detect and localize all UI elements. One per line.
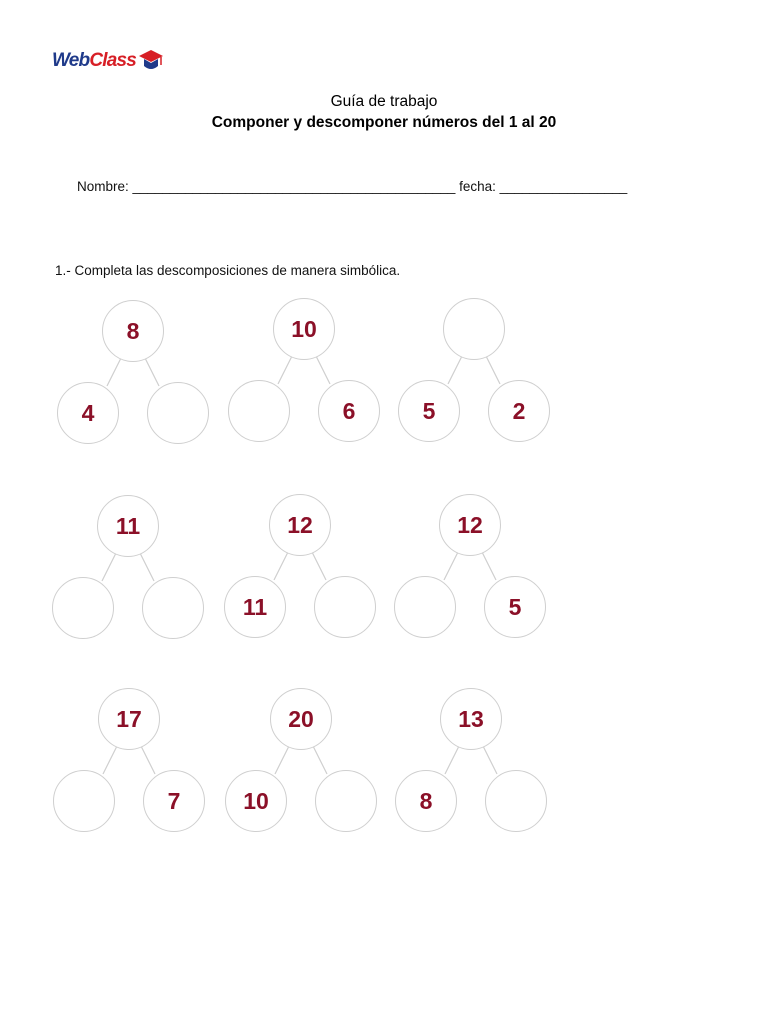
logo-class-text: Class [89, 50, 137, 71]
number-tree [226, 298, 406, 448]
part-left-circle[interactable]: 5 [398, 380, 460, 442]
webclass-logo [52, 50, 172, 78]
number-tree [392, 494, 572, 644]
part-left-circle[interactable] [228, 380, 290, 442]
number-tree [223, 688, 403, 838]
instruction-text: 1.- Completa las descomposiciones de manera simbólica. [55, 263, 401, 278]
name-date-line: Nombre: ___________________________________________ fecha: _________________ [77, 179, 628, 194]
part-left-circle[interactable]: 10 [225, 770, 287, 832]
part-left-circle[interactable]: 11 [224, 576, 286, 638]
number-tree [393, 688, 573, 838]
whole-number-circle[interactable]: 13 [440, 688, 502, 750]
part-right-circle[interactable] [142, 577, 204, 639]
whole-number-circle[interactable]: 8 [102, 300, 164, 362]
part-left-circle[interactable] [53, 770, 115, 832]
part-right-circle[interactable]: 7 [143, 770, 205, 832]
number-tree [51, 688, 231, 838]
part-right-circle[interactable] [485, 770, 547, 832]
part-right-circle[interactable] [147, 382, 209, 444]
number-tree [396, 298, 576, 448]
part-right-circle[interactable] [314, 576, 376, 638]
part-right-circle[interactable]: 6 [318, 380, 380, 442]
part-right-circle[interactable]: 5 [484, 576, 546, 638]
whole-number-circle[interactable] [443, 298, 505, 360]
page-subtitle: Componer y descomponer números del 1 al 20 [211, 114, 557, 131]
part-left-circle[interactable]: 8 [395, 770, 457, 832]
whole-number-circle[interactable]: 10 [273, 298, 335, 360]
part-left-circle[interactable] [394, 576, 456, 638]
number-tree [50, 495, 230, 645]
number-tree [55, 300, 235, 450]
part-right-circle[interactable] [315, 770, 377, 832]
whole-number-circle[interactable]: 12 [269, 494, 331, 556]
whole-number-circle[interactable]: 20 [270, 688, 332, 750]
part-left-circle[interactable] [52, 577, 114, 639]
part-left-circle[interactable]: 4 [57, 382, 119, 444]
logo-web-text: Web [52, 50, 90, 71]
graduation-cap-icon [138, 48, 164, 76]
part-right-circle[interactable]: 2 [488, 380, 550, 442]
number-tree [222, 494, 402, 644]
whole-number-circle[interactable]: 17 [98, 688, 160, 750]
whole-number-circle[interactable]: 11 [97, 495, 159, 557]
whole-number-circle[interactable]: 12 [439, 494, 501, 556]
page-title: Guía de trabajo [330, 93, 438, 110]
